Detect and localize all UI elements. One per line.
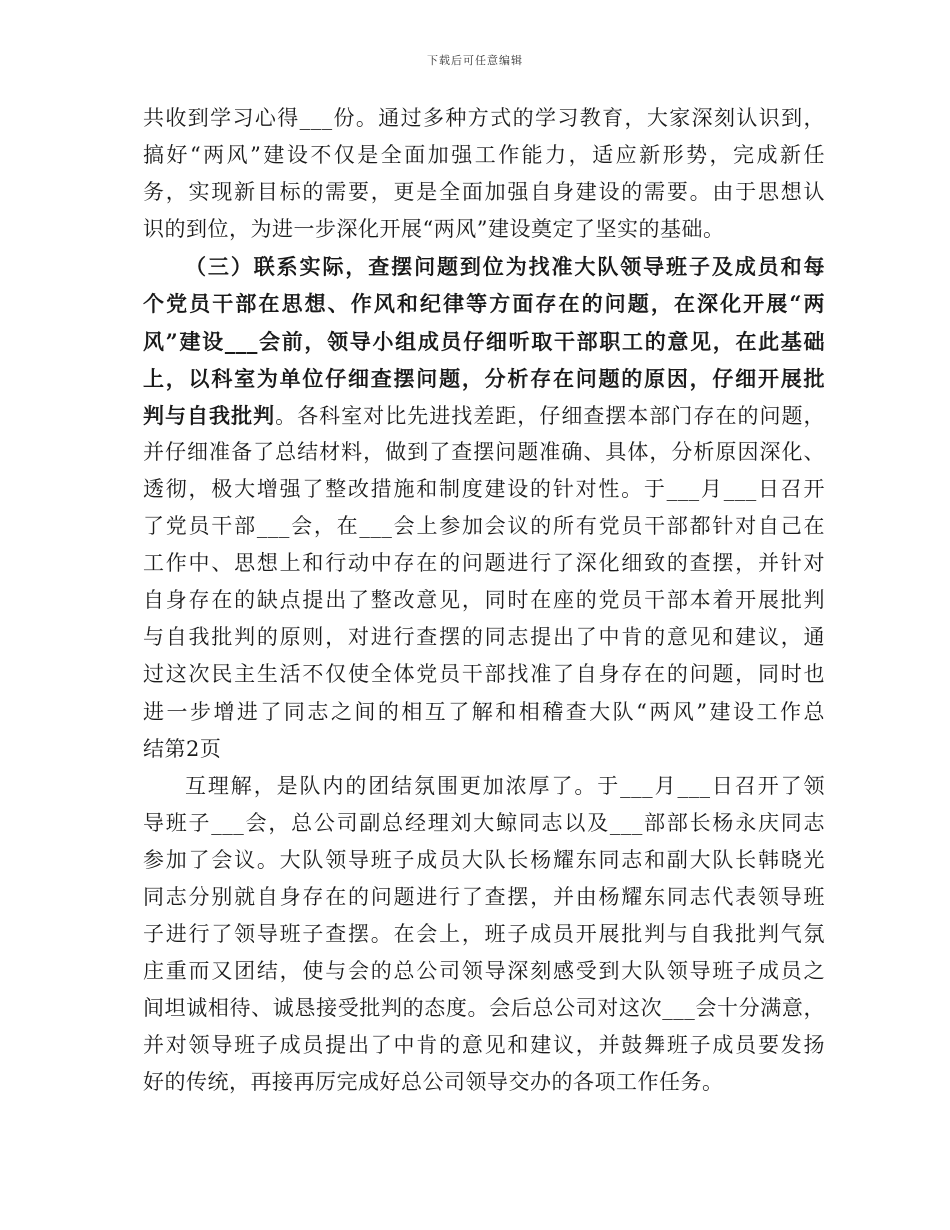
document-body	[143, 100, 825, 1102]
text-segment: 过这次民主生活不仅使全体党员干部找准了自身存在的问题，同时也	[143, 662, 825, 687]
text-segment: 自身存在的缺点提出了整改意见，同时在座的党员干部本着开展批判	[143, 588, 825, 613]
text-line	[143, 323, 825, 360]
text-segment: 。各科室对比先进找差距，仔细查摆本部门存在的问题，	[275, 403, 826, 428]
text-segment: 同志分别就自身存在的问题进行了查摆，并由杨耀东同志代表领导班	[143, 884, 825, 909]
text-segment: 务，实现新目标的需要，更是全面加强自身建设的需要。由于思想认	[143, 180, 825, 205]
text-line	[143, 137, 825, 174]
text-segment: 子进行了领导班子查摆。在会上，班子成员开展批判与自我批判气氛	[143, 922, 825, 947]
paragraph-3	[143, 768, 825, 1102]
text-segment-bold: 判与自我批判	[143, 402, 276, 428]
text-segment: 识的到位，为进一步深化开展“两风”建设奠定了坚实的基础。	[143, 217, 725, 242]
text-line	[143, 582, 825, 619]
text-segment: 间坦诚相待、诚恳接受批判的态度。会后总公司对这次___会十分满意，	[143, 996, 825, 1021]
text-line	[143, 953, 825, 990]
text-line	[143, 360, 825, 397]
text-line	[143, 285, 825, 322]
text-segment: 好的传统，再接再厉完成好总公司领导交办的各项工作任务。	[143, 1070, 724, 1095]
text-line	[143, 694, 825, 731]
text-line	[143, 619, 825, 656]
text-line	[143, 1064, 825, 1101]
text-segment-bold: 上，以科室为单位仔细查摆问题，分析存在问题的原因，仔细开展批	[143, 365, 825, 391]
text-line	[143, 471, 825, 508]
text-line	[143, 100, 825, 137]
text-line	[143, 211, 825, 248]
text-line	[143, 656, 825, 693]
text-segment: 进一步增进了同志之间的相互了解和相稽查大队“两风”建设工作总	[143, 699, 825, 724]
text-segment: 结第2页	[143, 736, 222, 761]
text-line	[143, 397, 825, 434]
text-segment: 了党员干部___会，在___会上参加会议的所有党员干部都针对自己在	[143, 514, 825, 539]
text-line	[143, 434, 825, 471]
page-header: 下载后可任意编辑	[427, 54, 523, 67]
text-segment: 搞好“两风”建设不仅是全面加强工作能力，适应新形势，完成新任	[143, 143, 825, 168]
text-segment: 工作中、思想上和行动中存在的问题进行了深化细致的查摆，并针对	[143, 551, 825, 576]
text-line	[143, 842, 825, 879]
text-line	[143, 879, 825, 916]
text-line	[143, 508, 825, 545]
text-line	[143, 731, 825, 768]
text-segment: 并仔细准备了总结材料，做到了查摆问题准确、具体，分析原因深化、	[143, 439, 825, 464]
text-line	[143, 174, 825, 211]
text-line	[143, 768, 825, 805]
section-heading-line	[143, 248, 825, 285]
text-segment: 并对领导班子成员提出了中肯的意见和建议，并鼓舞班子成员要发扬	[143, 1033, 825, 1058]
text-segment: 导班子___会，总公司副总经理刘大鲸同志以及___部部长杨永庆同志	[143, 810, 825, 835]
text-segment: 互理解，是队内的团结氛围更加浓厚了。于___月___日召开了领	[185, 773, 825, 798]
text-segment: 共收到学习心得___份。通过多种方式的学习教育，大家深刻认识到，	[143, 106, 825, 130]
text-segment-bold: 风”建设___会前，领导小组成员仔细听取干部职工的意见，在此基础	[143, 328, 825, 354]
text-line	[143, 545, 825, 582]
text-line	[143, 805, 825, 842]
paragraph-1	[143, 100, 825, 248]
text-segment: 透彻，极大增强了整改措施和制度建设的针对性。于___月___日召开	[143, 476, 825, 501]
text-line	[143, 990, 825, 1027]
text-segment: 庄重而又团结，使与会的总公司领导深刻感受到大队领导班子成员之	[143, 959, 825, 984]
text-line	[143, 1027, 825, 1064]
text-line	[143, 916, 825, 953]
text-segment: 参加了会议。大队领导班子成员大队长杨耀东同志和副大队长韩晓光	[143, 847, 825, 872]
text-segment-bold: 个党员干部在思想、作风和纪律等方面存在的问题，在深化开展“两	[143, 291, 825, 317]
paragraph-2	[143, 248, 825, 767]
text-segment: 与自我批判的原则，对进行查摆的同志提出了中肯的意见和建议，通	[143, 625, 825, 650]
text-segment-bold: （三）联系实际，查摆问题到位为找准大队领导班子及成员和每	[185, 254, 825, 280]
